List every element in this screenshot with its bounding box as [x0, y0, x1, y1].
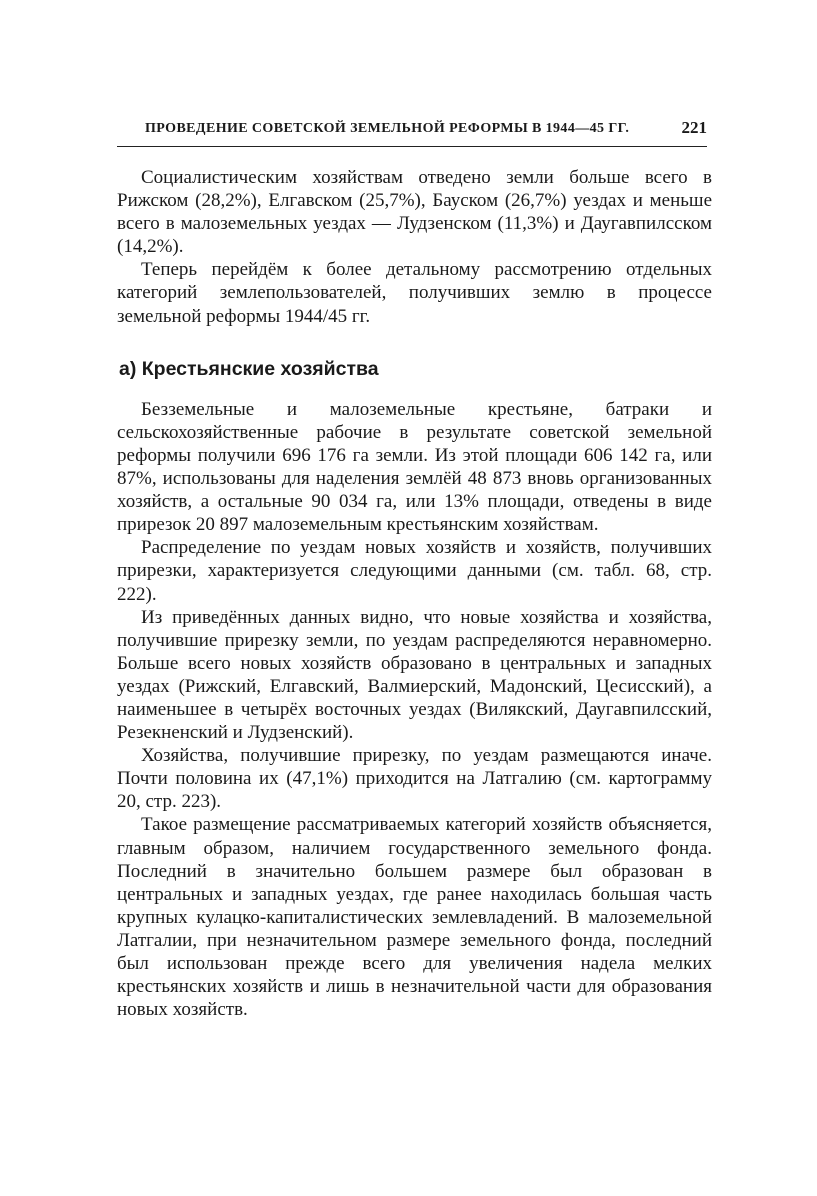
- running-header: [117, 118, 707, 147]
- running-title: ПРОВЕДЕНИЕ СОВЕТСКОЙ ЗЕМЕЛЬНОЙ РЕФОРМЫ В 1944—45 ГГ.: [145, 121, 630, 136]
- paragraph: Безземельные и малоземельные крестьяне, батраки и сельскохозяйственные рабочие в результате советской земельной реформы получили 696 176 га земли. Из этой площади 606 142 га, или 87%, использованы для наделения землёй 48 873 вновь организованных хозяйств, а остальные 90 034 га, или 13% площади, отведены в виде прирезок 20 897 малоземельным крестьянским хозяйствам.: [117, 398, 712, 536]
- page-number: 221: [681, 118, 707, 137]
- paragraph: Распределение по уездам новых хозяйств и хозяйств, получивших прирезки, характеризуется следующими данными (см. табл. 68, стр. 222).: [117, 537, 712, 605]
- paragraph: Из приведённых данных видно, что новые хозяйства и хозяйства, получившие прирезку земли, по уездам распределяются неравномерно. Больше всего новых хозяйств образовано в центральных и западных уездах (Рижский, Елгавский, Валмиерский, Мадонский, Цесисский), а наименьшее в четырёх восточных уездах (Вилякский, Даугавпилсский, Резекненский и Лудзенский).: [117, 606, 712, 744]
- body-text: [117, 166, 712, 1021]
- paragraph: Хозяйства, получившие прирезку, по уездам размещаются иначе. Почти половина их (47,1%) приходится на Латгалию (см. картограмму 20, стр. 223).: [117, 745, 712, 813]
- section-heading: а) Крестьянские хозяйства: [119, 357, 379, 380]
- paragraph: Социалистическим хозяйствам отведено земли больше всего в Рижском (28,2%), Елгавском (25,7%), Бауском (26,7%) уездах и меньше всего в малоземельных уездах — Лудзенском (11,3%) и Даугавпилсском (14,2%).: [117, 167, 712, 258]
- paragraph: Теперь перейдём к более детальному рассмотрению отдельных категорий землепользователей, получивших землю в процессе земельной реформы 1944/45 гг.: [117, 259, 712, 327]
- paragraph: Такое размещение рассматриваемых категорий хозяйств объясняется, главным образом, наличием государственного земельного фонда. Последний в значительно большем размере был образован в центральных и западных уездах, где ранее находилась большая часть крупных кулацко-капиталистических землевладений. В малоземельной Латгалии, при незначительном размере земельного фонда, последний был использован прежде всего для увеличения надела мелких крестьянских хозяйств и лишь в незначительной части для образования новых хозяйств.: [117, 814, 712, 1021]
